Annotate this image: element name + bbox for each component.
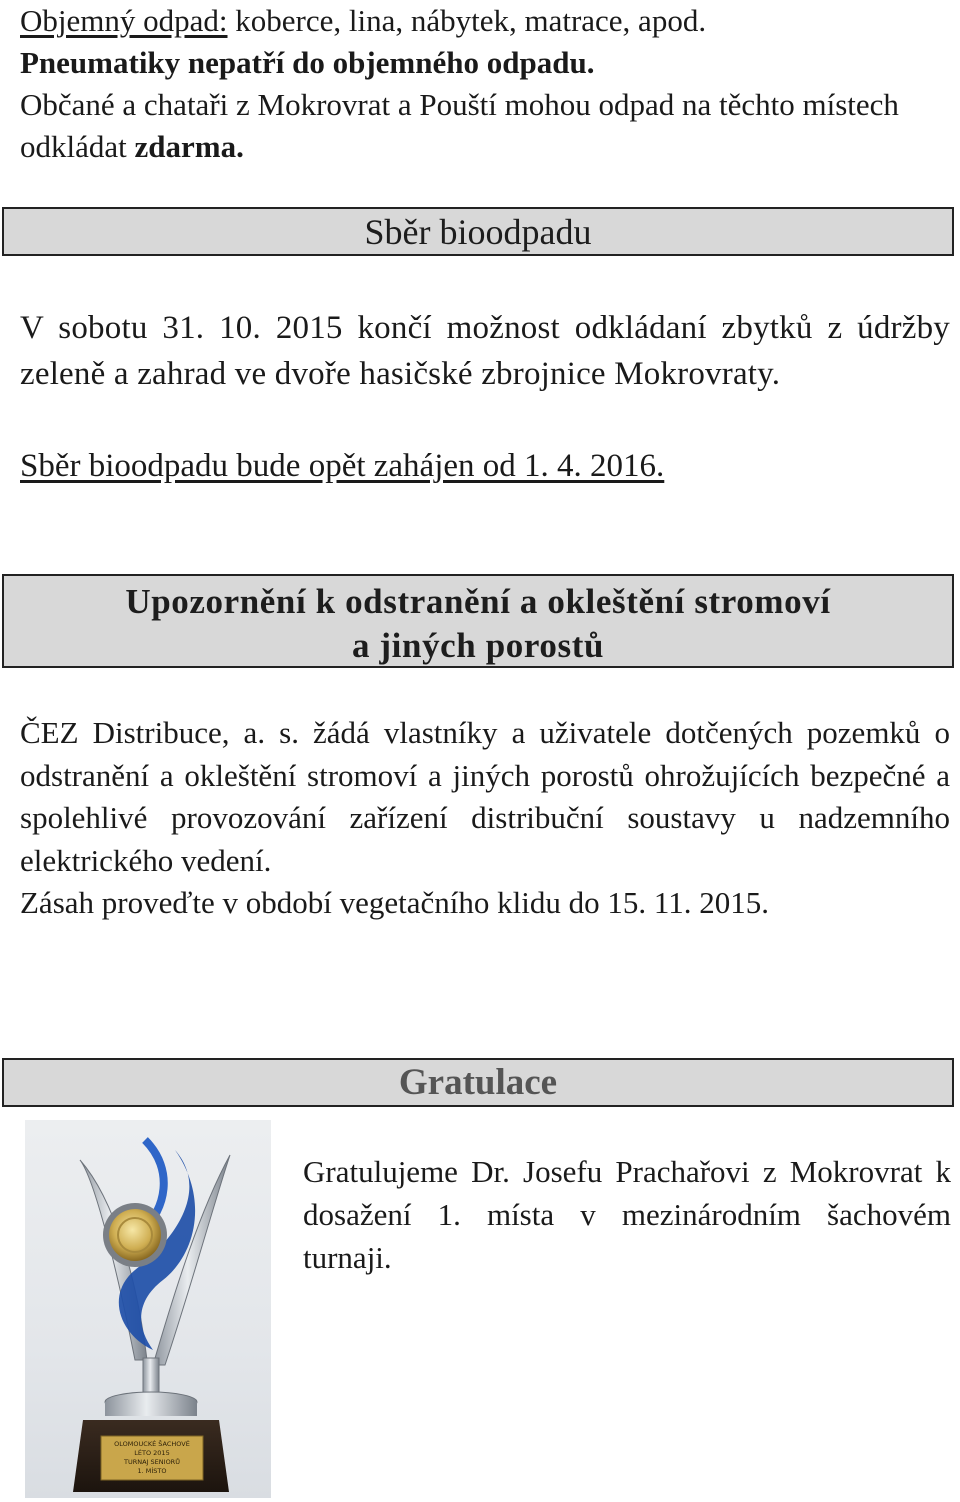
tree-trimming-paragraph: ČEZ Distribuce, a. s. žádá vlastníky a uživatele dotčených pozemků o odstranění a okleštění stromoví a jiných porostů ohrožujících bezpečné a spolehlivé provozování zařízení distribuční soustavy u nadzemního elektrického vedení. — [20, 715, 950, 878]
tree-trimming-title-line2: a jiných porostů — [351, 626, 605, 665]
free-word: zdarma. — [134, 129, 244, 164]
bio-waste-banner — [2, 207, 954, 256]
congratulations-banner — [2, 1058, 954, 1107]
tree-trimming-banner — [2, 574, 954, 668]
congratulations-paragraph: Gratulujeme Dr. Josefu Prachařovi z Mokrovrat k dosažení 1. místa v mezinárodním šachovém turnaji. — [303, 1154, 951, 1275]
bulky-waste-label: Objemný odpad: — [20, 3, 228, 38]
free-disposal-text: Občané a chataři z Mokrovrat a Pouští mohou odpad na těchto místech odkládat — [20, 87, 899, 164]
plaque-line-2: LÉTO 2015 — [134, 1449, 170, 1457]
bio-waste-paragraph: V sobotu 31. 10. 2015 končí možnost odkládaní zbytků z údržby zeleně a zahrad ve dvoře hasičské zbrojnice Mokrovraty. — [20, 310, 950, 392]
tree-trimming-deadline: Zásah proveďte v období vegetačního klidu do 15. 11. 2015. — [20, 885, 769, 920]
tree-trimming-title-line1: Upozornění k odstranění a okleštění stromoví — [125, 582, 831, 621]
congratulations-title: Gratulace — [398, 1062, 558, 1103]
bio-waste-restart: Sběr bioodpadu bude opět zahájen od 1. 4. 2016. — [20, 448, 665, 484]
plaque-line-4: 1. MÍSTO — [137, 1467, 167, 1475]
trophy-illustration — [25, 1120, 271, 1498]
tyres-note: Pneumatiky nepatří do objemného odpadu. — [20, 45, 595, 80]
bio-waste-title: Sběr bioodpadu — [364, 212, 592, 252]
bulky-waste-items: koberce, lina, nábytek, matrace, apod. — [227, 3, 707, 38]
bulky-waste-paragraph — [20, 0, 950, 168]
trophy-photo — [25, 1120, 271, 1498]
plaque-line-3: TURNAJ SENIORŮ — [124, 1458, 180, 1466]
plaque-line-1: OLOMOUCKÉ ŠACHOVÉ — [114, 1440, 190, 1448]
